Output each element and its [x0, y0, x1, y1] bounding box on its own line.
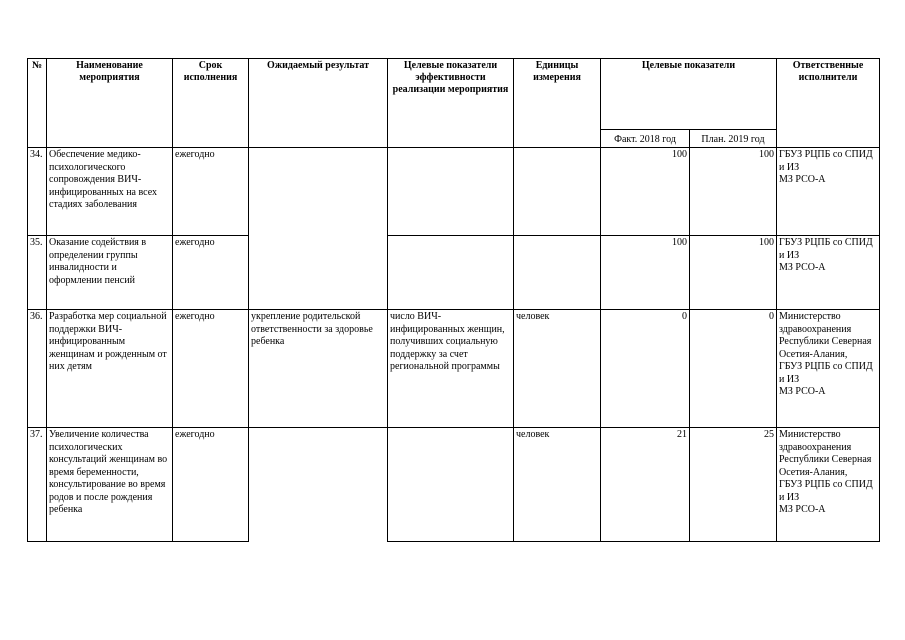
header-num: № — [28, 59, 47, 148]
row-term: ежегодно — [173, 148, 249, 236]
row-responsible: Министерство здравоохранения Республики Северная Осетия-Алания, ГБУЗ РЦПБ со СПИД и ИЗ МЗ РСО-А — [777, 310, 880, 428]
row-indicator — [388, 428, 514, 542]
header-plan: План. 2019 год — [690, 130, 777, 148]
row-term: ежегодно — [173, 236, 249, 310]
row-term: ежегодно — [173, 428, 249, 542]
row-result — [249, 148, 388, 310]
row-fact: 100 — [601, 236, 690, 310]
row-responsible: Министерство здравоохранения Республики Северная Осетия-Алания, ГБУЗ РЦПБ со СПИД и ИЗ МЗ РСО-А — [777, 428, 880, 542]
row-fact: 21 — [601, 428, 690, 542]
header-target: Целевые показатели — [601, 59, 777, 130]
row-name: Увеличение количества психологических консультаций женщинам во время беременности, консультирование во время родов и после рождения ребенка — [47, 428, 173, 542]
row-indicator: число ВИЧ-инфицированных женщин, получивших социальную поддержку за счет региональной программы — [388, 310, 514, 428]
row-unit — [514, 236, 601, 310]
row-plan: 100 — [690, 148, 777, 236]
header-units: Единицы измерения — [514, 59, 601, 148]
header-name: Наименование мероприятия — [47, 59, 173, 148]
row-result: укрепление родительской ответственности за здоровье ребенка — [249, 310, 388, 428]
row-plan: 100 — [690, 236, 777, 310]
row-indicator — [388, 236, 514, 310]
row-name: Оказание содействия в определении группы инвалидности и оформлении пенсий — [47, 236, 173, 310]
row-plan: 0 — [690, 310, 777, 428]
row-responsible: ГБУЗ РЦПБ со СПИД и ИЗ МЗ РСО-А — [777, 236, 880, 310]
header-result: Ожидаемый результат — [249, 59, 388, 148]
header-indicators: Целевые показатели эффективности реализации мероприятия — [388, 59, 514, 148]
row-unit — [514, 148, 601, 236]
row-num: 36. — [28, 310, 47, 428]
row-fact: 0 — [601, 310, 690, 428]
row-plan: 25 — [690, 428, 777, 542]
row-num: 35. — [28, 236, 47, 310]
table-row — [28, 236, 880, 310]
table-row — [28, 428, 880, 542]
header-term: Срок исполнения — [173, 59, 249, 148]
measures-table — [27, 58, 880, 542]
table-row — [28, 148, 880, 236]
row-term: ежегодно — [173, 310, 249, 428]
row-unit: человек — [514, 428, 601, 542]
header-responsible: Ответственные исполнители — [777, 59, 880, 148]
row-result — [249, 428, 388, 542]
row-indicator — [388, 148, 514, 236]
row-fact: 100 — [601, 148, 690, 236]
row-num: 34. — [28, 148, 47, 236]
row-num: 37. — [28, 428, 47, 542]
table-row — [28, 310, 880, 428]
header-fact: Факт. 2018 год — [601, 130, 690, 148]
row-name: Обеспечение медико-психологического сопровождения ВИЧ-инфицированных на всех стадиях заболевания — [47, 148, 173, 236]
row-name: Разработка мер социальной поддержки ВИЧ-инфицированным женщинам и рожденным от них детям — [47, 310, 173, 428]
row-unit: человек — [514, 310, 601, 428]
row-responsible: ГБУЗ РЦПБ со СПИД и ИЗ МЗ РСО-А — [777, 148, 880, 236]
